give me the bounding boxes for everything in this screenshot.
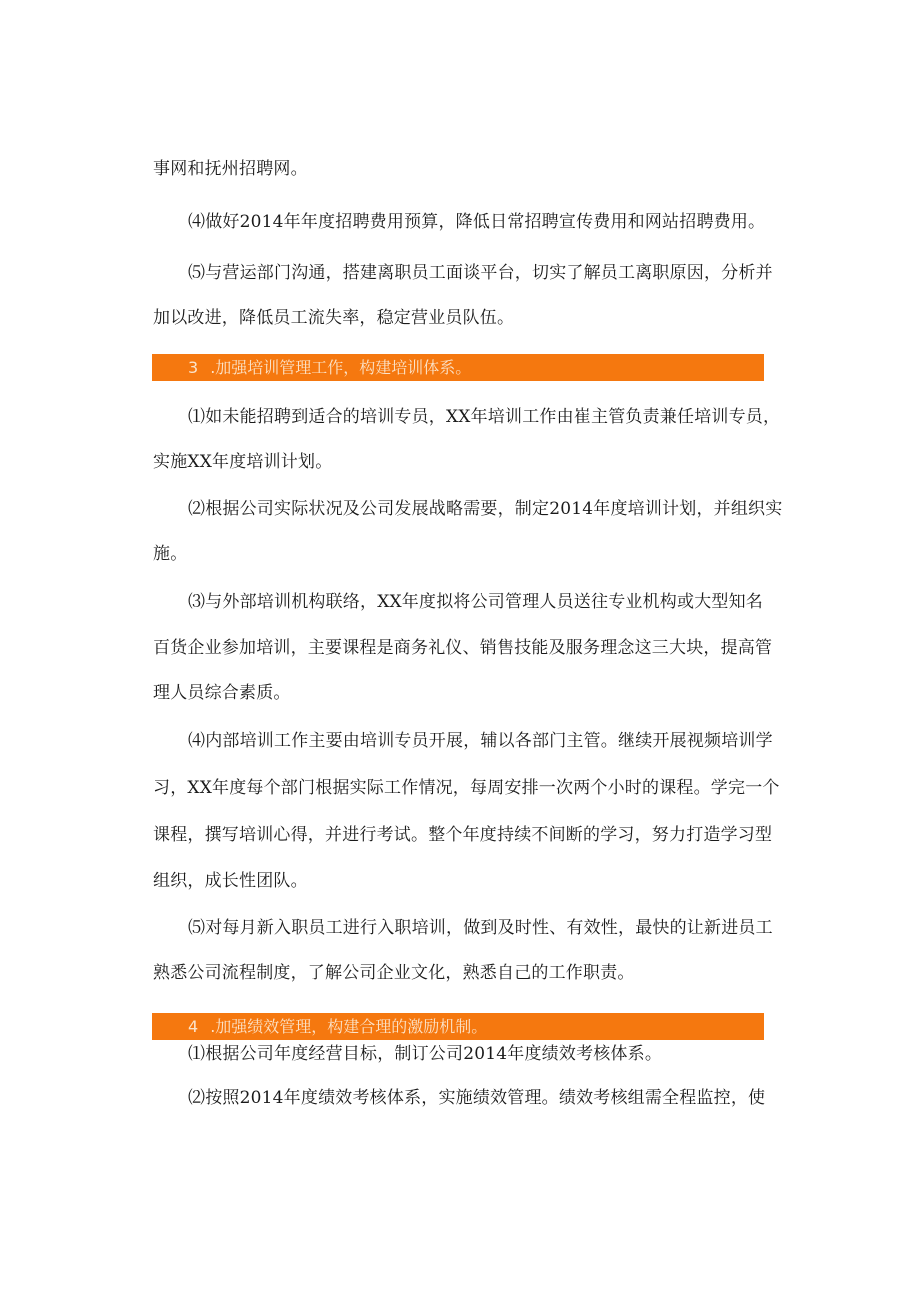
- paragraph-line: 组织，成长性团队。: [153, 871, 308, 891]
- paragraph-line: 课程，撰写培训心得，并进行考试。整个年度持续不间断的学习，努力打造学习型: [153, 825, 773, 845]
- section-heading-banner: [152, 354, 764, 381]
- paragraph-line: 百货企业参加培训，主要课程是商务礼仪、销售技能及服务理念这三大块，提高管: [153, 638, 773, 658]
- paragraph-line: ⑸与营运部门沟通，搭建离职员工面谈平台，切实了解员工离职原因，分析并: [188, 263, 773, 283]
- paragraph-line: 理人员综合素质。: [153, 683, 291, 703]
- paragraph-line: 加以改进，降低员工流失率，稳定营业员队伍。: [153, 308, 515, 328]
- section-number: 4: [188, 1017, 199, 1036]
- paragraph-line: ⑸对每月新入职员工进行入职培训，做到及时性、有效性，最快的让新进员工: [188, 918, 773, 938]
- paragraph-line: 实施XX年度培训计划。: [153, 452, 333, 472]
- section-heading-banner: [152, 1013, 764, 1040]
- paragraph-line: ⑵根据公司实际状况及公司发展战略需要，制定2014年度培训计划，并组织实: [188, 499, 783, 519]
- paragraph-line: ⑴根据公司年度经营目标，制订公司2014年度绩效考核体系。: [188, 1044, 663, 1064]
- section-number: 3: [188, 358, 199, 377]
- paragraph-line: ⑷做好2014年年度招聘费用预算，降低日常招聘宣传费用和网站招聘费用。: [188, 212, 766, 232]
- paragraph-line: 熟悉公司流程制度，了解公司企业文化，熟悉自己的工作职责。: [153, 963, 635, 983]
- paragraph-line: 事网和抚州招聘网。: [153, 159, 308, 179]
- section-title: .加强绩效管理，构建合理的激励机制。: [210, 1017, 488, 1036]
- paragraph-line: 习，XX年度每个部门根据实际工作情况，每周安排一次两个小时的课程。学完一个: [153, 778, 780, 798]
- paragraph-line: ⑵按照2014年度绩效考核体系，实施绩效管理。绩效考核组需全程监控，使: [188, 1088, 766, 1108]
- paragraph-line: ⑷内部培训工作主要由培训专员开展，辅以各部门主管。继续开展视频培训学: [188, 731, 773, 751]
- paragraph-line: ⑴如未能招聘到适合的培训专员，XX年培训工作由崔主管负责兼任培训专员，: [188, 407, 781, 427]
- section-title: .加强培训管理工作，构建培训体系。: [210, 358, 472, 377]
- paragraph-line: ⑶与外部培训机构联络，XX年度拟将公司管理人员送往专业机构或大型知名: [188, 592, 764, 612]
- paragraph-line: 施。: [153, 544, 188, 564]
